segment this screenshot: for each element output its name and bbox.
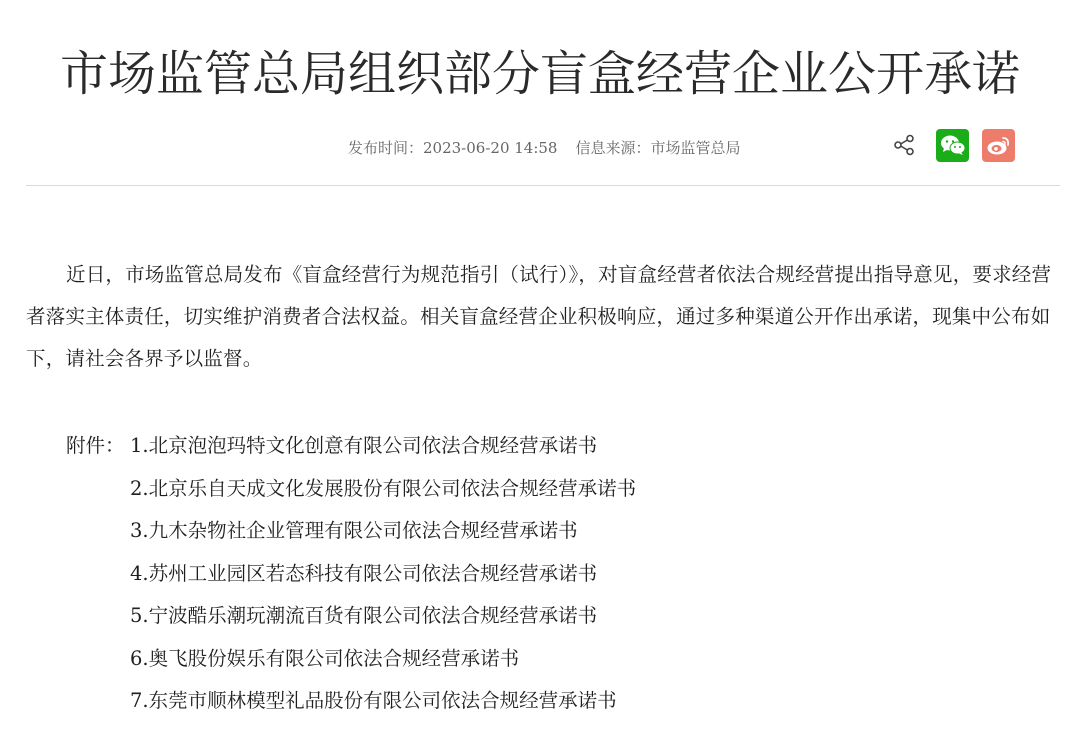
attachment-row [66,680,636,723]
article-intro: 近日，市场监管总局发布《盲盒经营行为规范指引（试行）》，对盲盒经营者依法合规经营提出指导意见，要求经营者落实主体责任，切实维护消费者合法权益。相关盲盒经营企业积极响应，通过多种渠道公开作出承诺，现集中公布如下，请社会各界予以监督。 [26,263,1052,370]
publish-time: 发布时间：2023-06-20 14:58 [348,139,558,157]
attachment-row [66,425,636,468]
attachment-row [66,553,636,596]
attachment-row [66,638,636,681]
share-bar [890,128,1015,162]
attachments-label-spacer [66,595,130,638]
attachments-label-spacer [66,468,130,511]
attachments-label-spacer [66,638,130,681]
attachments-list [66,425,636,723]
attachment-link[interactable]: 5.宁波酷乐潮玩潮流百货有限公司依法合规经营承诺书 [130,604,598,627]
attachment-link[interactable]: 3.九木杂物社企业管理有限公司依法合规经营承诺书 [130,519,578,542]
attachment-row [66,595,636,638]
attachment-row [66,468,636,511]
attachments-label-spacer [66,510,130,553]
attachments-label-spacer [66,553,130,596]
attachment-link[interactable]: 4.苏州工业园区若态科技有限公司依法合规经营承诺书 [130,561,598,585]
attachment-link[interactable]: 7.东莞市顺林模型礼品股份有限公司依法合规经营承诺书 [130,689,617,712]
article-title: 市场监管总局组织部分盲盒经营企业公开承诺 [59,46,1020,102]
wechat-icon-graphic [940,134,966,156]
weibo-icon[interactable] [982,129,1015,162]
wechat-icon[interactable] [936,129,969,162]
article-meta [348,138,741,158]
attachment-link[interactable]: 2.北京乐自天成文化发展股份有限公司依法合规经营承诺书 [130,476,637,500]
share-icon-graphic [893,134,915,156]
weibo-icon-graphic [986,134,1012,156]
attachments-label: 附件： [66,434,125,457]
info-source: 信息来源：市场监管总局 [575,139,741,157]
attachment-row [66,510,636,553]
attachment-link[interactable]: 6.奥飞股份娱乐有限公司依法合规经营承诺书 [130,646,520,670]
attachments-label-spacer [66,680,130,723]
attachment-link[interactable]: 1.北京泡泡玛特文化创意有限公司依法合规经营承诺书 [130,434,598,457]
share-icon[interactable] [890,131,918,159]
header-divider [26,185,1060,186]
